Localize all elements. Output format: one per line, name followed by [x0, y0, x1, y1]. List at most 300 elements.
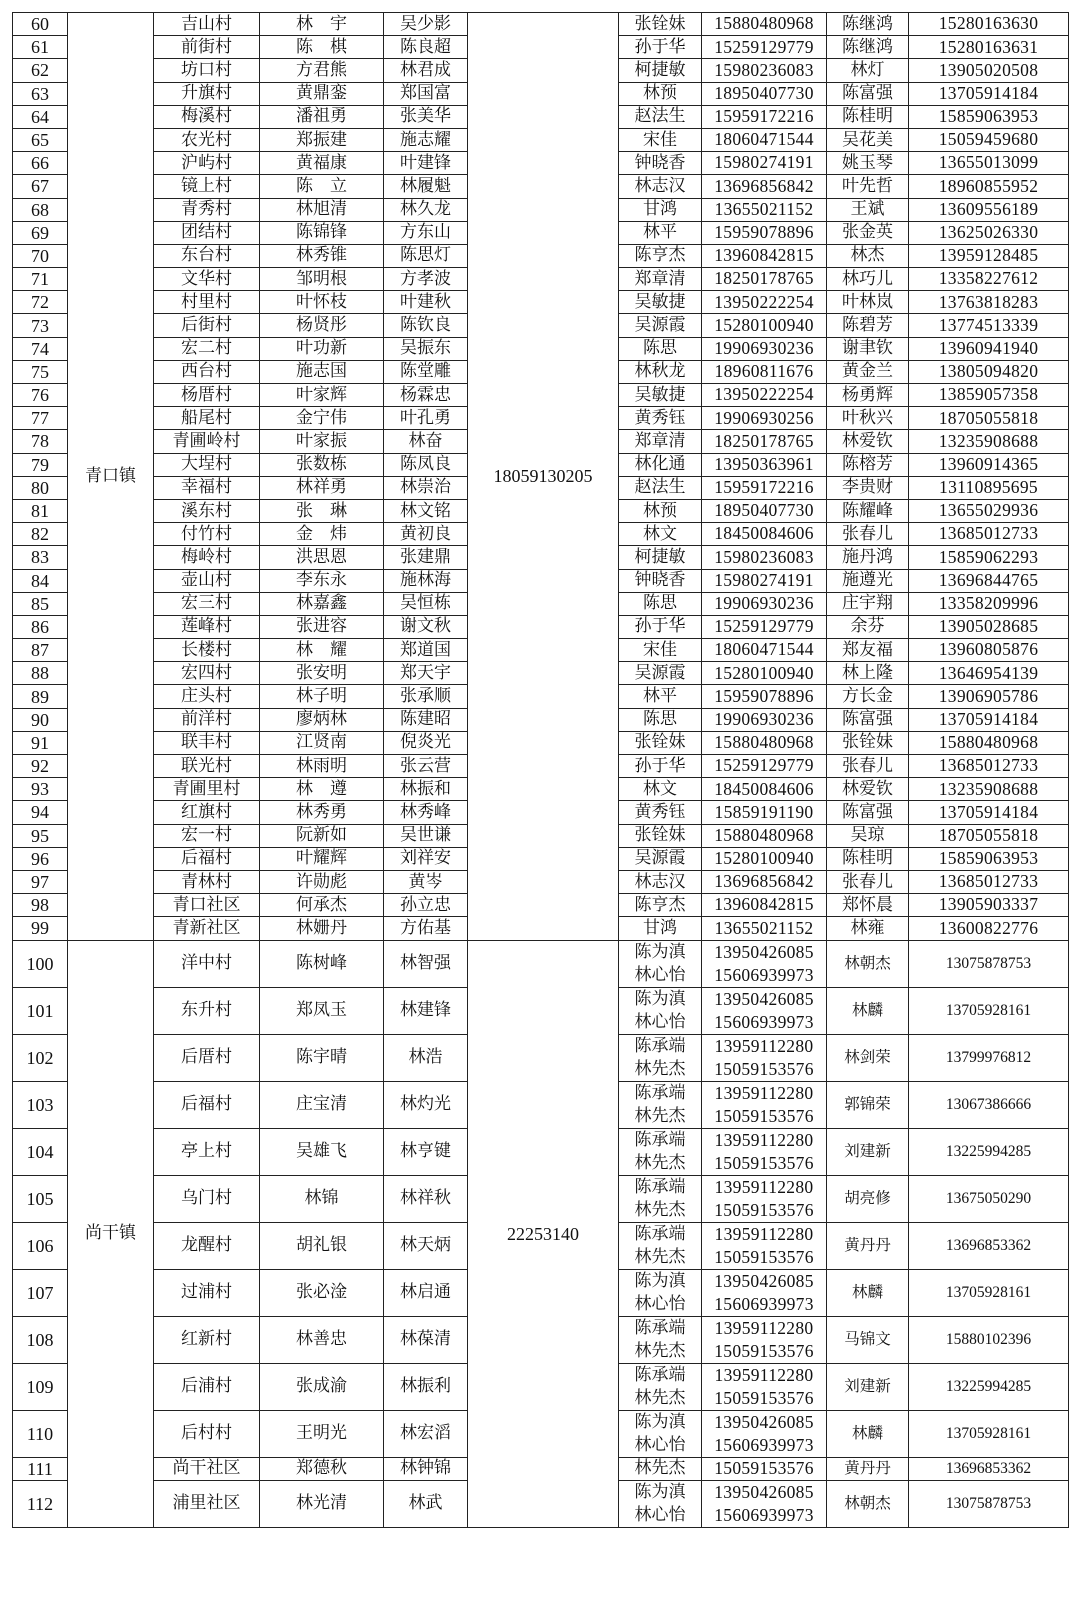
- person-b-cell[interactable]: 陈良超: [384, 36, 468, 59]
- person-a-cell[interactable]: 林子明: [260, 685, 384, 708]
- contact2-phone-cell[interactable]: 15859062293: [909, 546, 1069, 569]
- person-a-cell[interactable]: 郑振建: [260, 128, 384, 151]
- contact2-name-cell[interactable]: 叶秋兴: [827, 407, 909, 430]
- person-a-cell[interactable]: 林光清: [260, 1480, 384, 1527]
- person-b-cell[interactable]: 张云营: [384, 755, 468, 778]
- contact1-name-cell[interactable]: [619, 685, 702, 708]
- contact2-name-cell[interactable]: 林朝杰: [827, 940, 909, 987]
- row-index-cell[interactable]: 112: [13, 1480, 68, 1527]
- contact2-phone-cell[interactable]: 13959128485: [909, 244, 1069, 267]
- village-cell[interactable]: 农光村: [154, 128, 260, 151]
- row-index-cell[interactable]: 111: [13, 1457, 68, 1480]
- village-cell[interactable]: 梅溪村: [154, 105, 260, 128]
- contact1-name-cell[interactable]: [619, 755, 702, 778]
- contact2-name-cell[interactable]: 陈榕芳: [827, 453, 909, 476]
- contact1-name-cell[interactable]: [619, 128, 702, 151]
- person-b-cell[interactable]: 吴振东: [384, 337, 468, 360]
- row-index-cell[interactable]: 89: [13, 685, 68, 708]
- contact1-phone-cell[interactable]: [702, 778, 827, 801]
- person-b-cell[interactable]: 方佑基: [384, 917, 468, 940]
- village-cell[interactable]: 船尾村: [154, 407, 260, 430]
- contact1-phone-cell[interactable]: [702, 13, 827, 36]
- contact1-phone-cell[interactable]: [702, 36, 827, 59]
- village-cell[interactable]: 前洋村: [154, 708, 260, 731]
- person-b-cell[interactable]: 林崇治: [384, 476, 468, 499]
- person-b-cell[interactable]: 林秀峰: [384, 801, 468, 824]
- village-cell[interactable]: 联光村: [154, 755, 260, 778]
- row-index-cell[interactable]: 83: [13, 546, 68, 569]
- contact1-name-cell[interactable]: [619, 1034, 702, 1081]
- contact2-phone-cell[interactable]: 13625026330: [909, 221, 1069, 244]
- contact2-name-cell[interactable]: 张春儿: [827, 755, 909, 778]
- village-cell[interactable]: 亭上村: [154, 1128, 260, 1175]
- contact2-phone-cell[interactable]: 13685012733: [909, 523, 1069, 546]
- person-b-cell[interactable]: 林钟锦: [384, 1457, 468, 1480]
- contact2-phone-cell[interactable]: 13705928161: [909, 1269, 1069, 1316]
- contact1-name-cell[interactable]: [619, 268, 702, 291]
- row-index-cell[interactable]: 87: [13, 639, 68, 662]
- contact2-name-cell[interactable]: 吴花美: [827, 128, 909, 151]
- person-a-cell[interactable]: 林秀勇: [260, 801, 384, 824]
- person-b-cell[interactable]: 林君成: [384, 59, 468, 82]
- village-cell[interactable]: 梅岭村: [154, 546, 260, 569]
- contact2-phone-cell[interactable]: 13696853362: [909, 1222, 1069, 1269]
- row-index-cell[interactable]: 91: [13, 731, 68, 754]
- village-cell[interactable]: 青口社区: [154, 894, 260, 917]
- person-a-cell[interactable]: 阮新如: [260, 824, 384, 847]
- contact1-phone-cell[interactable]: [702, 1457, 827, 1480]
- contact1-phone-cell[interactable]: [702, 59, 827, 82]
- contact1-phone-cell[interactable]: [702, 708, 827, 731]
- row-index-cell[interactable]: 108: [13, 1316, 68, 1363]
- contact2-phone-cell[interactable]: 18705055818: [909, 407, 1069, 430]
- contact2-phone-cell[interactable]: 13805094820: [909, 360, 1069, 383]
- person-b-cell[interactable]: 谢文秋: [384, 615, 468, 638]
- contact1-name-cell[interactable]: [619, 152, 702, 175]
- village-cell[interactable]: 青秀村: [154, 198, 260, 221]
- person-b-cell[interactable]: 孙立忠: [384, 894, 468, 917]
- contact2-phone-cell[interactable]: 13705914184: [909, 801, 1069, 824]
- row-index-cell[interactable]: 74: [13, 337, 68, 360]
- contact2-name-cell[interactable]: 林巧儿: [827, 268, 909, 291]
- village-cell[interactable]: 幸福村: [154, 476, 260, 499]
- contact2-name-cell[interactable]: 郑友福: [827, 639, 909, 662]
- person-b-cell[interactable]: 吴世谦: [384, 824, 468, 847]
- row-index-cell[interactable]: 109: [13, 1363, 68, 1410]
- person-b-cell[interactable]: 林建锋: [384, 987, 468, 1034]
- contact1-phone-cell[interactable]: [702, 870, 827, 893]
- person-a-cell[interactable]: 施志国: [260, 360, 384, 383]
- contact2-name-cell[interactable]: 黄丹丹: [827, 1457, 909, 1480]
- person-a-cell[interactable]: 李东永: [260, 569, 384, 592]
- row-index-cell[interactable]: 75: [13, 360, 68, 383]
- contact1-name-cell[interactable]: [619, 662, 702, 685]
- person-a-cell[interactable]: 叶怀枝: [260, 291, 384, 314]
- person-b-cell[interactable]: 张建鼎: [384, 546, 468, 569]
- village-cell[interactable]: 莲峰村: [154, 615, 260, 638]
- person-b-cell[interactable]: 倪炎光: [384, 731, 468, 754]
- contact1-name-cell[interactable]: [619, 847, 702, 870]
- contact1-phone-cell[interactable]: [702, 639, 827, 662]
- contact1-name-cell[interactable]: [619, 384, 702, 407]
- row-index-cell[interactable]: 104: [13, 1128, 68, 1175]
- person-b-cell[interactable]: 吴少影: [384, 13, 468, 36]
- contact1-phone-cell[interactable]: [702, 337, 827, 360]
- contact2-phone-cell[interactable]: 13075878753: [909, 940, 1069, 987]
- person-b-cell[interactable]: 叶建锋: [384, 152, 468, 175]
- contact2-phone-cell[interactable]: 13905020508: [909, 59, 1069, 82]
- row-index-cell[interactable]: 65: [13, 128, 68, 151]
- person-a-cell[interactable]: 张成渝: [260, 1363, 384, 1410]
- contact2-phone-cell[interactable]: 13225994285: [909, 1363, 1069, 1410]
- person-a-cell[interactable]: 林 宇: [260, 13, 384, 36]
- person-b-cell[interactable]: 林祥秋: [384, 1175, 468, 1222]
- contact1-name-cell[interactable]: [619, 639, 702, 662]
- contact2-phone-cell[interactable]: 13705914184: [909, 82, 1069, 105]
- person-a-cell[interactable]: 林雨明: [260, 755, 384, 778]
- contact1-phone-cell[interactable]: [702, 268, 827, 291]
- contact2-phone-cell[interactable]: 13685012733: [909, 870, 1069, 893]
- contact1-name-cell[interactable]: [619, 221, 702, 244]
- person-b-cell[interactable]: 叶建秋: [384, 291, 468, 314]
- row-index-cell[interactable]: 100: [13, 940, 68, 987]
- row-index-cell[interactable]: 98: [13, 894, 68, 917]
- contact2-name-cell[interactable]: 叶先哲: [827, 175, 909, 198]
- contact1-name-cell[interactable]: [619, 198, 702, 221]
- contact2-phone-cell[interactable]: 13906905786: [909, 685, 1069, 708]
- person-a-cell[interactable]: 陈 立: [260, 175, 384, 198]
- contact2-phone-cell[interactable]: 13774513339: [909, 314, 1069, 337]
- contact1-phone-cell[interactable]: [702, 1480, 827, 1527]
- contact1-name-cell[interactable]: [619, 407, 702, 430]
- person-a-cell[interactable]: 何承杰: [260, 894, 384, 917]
- person-a-cell[interactable]: 林祥勇: [260, 476, 384, 499]
- contact2-name-cell[interactable]: 林麟: [827, 1269, 909, 1316]
- contact1-name-cell[interactable]: [619, 244, 702, 267]
- contact2-phone-cell[interactable]: 15059459680: [909, 128, 1069, 151]
- person-a-cell[interactable]: 叶功新: [260, 337, 384, 360]
- contact1-phone-cell[interactable]: [702, 917, 827, 940]
- contact2-phone-cell[interactable]: 13960914365: [909, 453, 1069, 476]
- row-index-cell[interactable]: 69: [13, 221, 68, 244]
- person-b-cell[interactable]: 黄初良: [384, 523, 468, 546]
- contact1-name-cell[interactable]: [619, 337, 702, 360]
- contact1-phone-cell[interactable]: [702, 82, 827, 105]
- contact2-name-cell[interactable]: 刘建新: [827, 1128, 909, 1175]
- town-cell[interactable]: 尚干镇: [68, 940, 154, 1527]
- contact1-phone-cell[interactable]: [702, 152, 827, 175]
- person-b-cell[interactable]: 方孝波: [384, 268, 468, 291]
- village-cell[interactable]: 东台村: [154, 244, 260, 267]
- contact1-phone-cell[interactable]: [702, 314, 827, 337]
- person-a-cell[interactable]: 陈树峰: [260, 940, 384, 987]
- person-a-cell[interactable]: 林姗丹: [260, 917, 384, 940]
- person-b-cell[interactable]: 林振和: [384, 778, 468, 801]
- contact2-name-cell[interactable]: 马锦文: [827, 1316, 909, 1363]
- contact1-phone-cell[interactable]: [702, 198, 827, 221]
- contact2-name-cell[interactable]: 黄金兰: [827, 360, 909, 383]
- town-cell[interactable]: 青口镇: [68, 13, 154, 941]
- village-cell[interactable]: 乌门村: [154, 1175, 260, 1222]
- village-cell[interactable]: 后福村: [154, 847, 260, 870]
- person-a-cell[interactable]: 金 炜: [260, 523, 384, 546]
- row-index-cell[interactable]: 106: [13, 1222, 68, 1269]
- contact2-name-cell[interactable]: 陈桂明: [827, 105, 909, 128]
- village-cell[interactable]: 前街村: [154, 36, 260, 59]
- person-a-cell[interactable]: 黄鼎銮: [260, 82, 384, 105]
- village-cell[interactable]: 红新村: [154, 1316, 260, 1363]
- person-b-cell[interactable]: 林文铭: [384, 499, 468, 522]
- contact2-phone-cell[interactable]: 13763818283: [909, 291, 1069, 314]
- row-index-cell[interactable]: 81: [13, 499, 68, 522]
- contact2-phone-cell[interactable]: 13705914184: [909, 708, 1069, 731]
- contact2-name-cell[interactable]: 郭锦荣: [827, 1081, 909, 1128]
- village-cell[interactable]: 后街村: [154, 314, 260, 337]
- town-phone-cell[interactable]: 18059130205: [468, 13, 619, 941]
- person-a-cell[interactable]: 郑德秋: [260, 1457, 384, 1480]
- contact2-name-cell[interactable]: 林麟: [827, 1410, 909, 1457]
- row-index-cell[interactable]: 77: [13, 407, 68, 430]
- contact1-phone-cell[interactable]: [702, 894, 827, 917]
- contact1-name-cell[interactable]: [619, 1457, 702, 1480]
- contact1-phone-cell[interactable]: [702, 244, 827, 267]
- row-index-cell[interactable]: 72: [13, 291, 68, 314]
- contact1-name-cell[interactable]: [619, 1222, 702, 1269]
- contact2-name-cell[interactable]: 林雍: [827, 917, 909, 940]
- village-cell[interactable]: 大埕村: [154, 453, 260, 476]
- row-index-cell[interactable]: 80: [13, 476, 68, 499]
- village-cell[interactable]: 宏四村: [154, 662, 260, 685]
- contact2-phone-cell[interactable]: 13960805876: [909, 639, 1069, 662]
- contact2-phone-cell[interactable]: 13655013099: [909, 152, 1069, 175]
- contact2-phone-cell[interactable]: 13235908688: [909, 430, 1069, 453]
- person-a-cell[interactable]: 叶耀辉: [260, 847, 384, 870]
- contact1-phone-cell[interactable]: [702, 407, 827, 430]
- contact1-phone-cell[interactable]: [702, 1175, 827, 1222]
- contact1-phone-cell[interactable]: [702, 499, 827, 522]
- person-b-cell[interactable]: 施志耀: [384, 128, 468, 151]
- village-cell[interactable]: 后浦村: [154, 1363, 260, 1410]
- person-b-cell[interactable]: 陈钦良: [384, 314, 468, 337]
- person-a-cell[interactable]: 叶家振: [260, 430, 384, 453]
- contact2-name-cell[interactable]: 林杰: [827, 244, 909, 267]
- row-index-cell[interactable]: 94: [13, 801, 68, 824]
- village-cell[interactable]: 吉山村: [154, 13, 260, 36]
- contact1-phone-cell[interactable]: [702, 1269, 827, 1316]
- village-cell[interactable]: 红旗村: [154, 801, 260, 824]
- row-index-cell[interactable]: 102: [13, 1034, 68, 1081]
- contact1-phone-cell[interactable]: [702, 175, 827, 198]
- contact1-phone-cell[interactable]: [702, 360, 827, 383]
- contact1-name-cell[interactable]: [619, 592, 702, 615]
- contact2-name-cell[interactable]: 林上隆: [827, 662, 909, 685]
- person-a-cell[interactable]: 张数栋: [260, 453, 384, 476]
- row-index-cell[interactable]: 79: [13, 453, 68, 476]
- contact2-name-cell[interactable]: 胡亮修: [827, 1175, 909, 1222]
- contact1-phone-cell[interactable]: [702, 523, 827, 546]
- contact1-name-cell[interactable]: [619, 314, 702, 337]
- contact2-phone-cell[interactable]: 13705928161: [909, 987, 1069, 1034]
- contact1-phone-cell[interactable]: [702, 128, 827, 151]
- contact1-phone-cell[interactable]: [702, 430, 827, 453]
- contact1-phone-cell[interactable]: [702, 1081, 827, 1128]
- village-cell[interactable]: 青圃里村: [154, 778, 260, 801]
- person-a-cell[interactable]: 江贤南: [260, 731, 384, 754]
- person-a-cell[interactable]: 林 遵: [260, 778, 384, 801]
- contact1-phone-cell[interactable]: [702, 685, 827, 708]
- person-b-cell[interactable]: 林天炳: [384, 1222, 468, 1269]
- contact2-phone-cell[interactable]: 15880102396: [909, 1316, 1069, 1363]
- contact1-name-cell[interactable]: [619, 778, 702, 801]
- contact2-phone-cell[interactable]: 13905903337: [909, 894, 1069, 917]
- town-phone-cell[interactable]: 22253140: [468, 940, 619, 1527]
- person-b-cell[interactable]: 张承顺: [384, 685, 468, 708]
- village-cell[interactable]: 浦里社区: [154, 1480, 260, 1527]
- person-b-cell[interactable]: 林浩: [384, 1034, 468, 1081]
- contact1-phone-cell[interactable]: [702, 1034, 827, 1081]
- row-index-cell[interactable]: 66: [13, 152, 68, 175]
- contact1-name-cell[interactable]: [619, 615, 702, 638]
- contact2-phone-cell[interactable]: 13696853362: [909, 1457, 1069, 1480]
- person-a-cell[interactable]: 林嘉鑫: [260, 592, 384, 615]
- row-index-cell[interactable]: 73: [13, 314, 68, 337]
- person-b-cell[interactable]: 郑道国: [384, 639, 468, 662]
- contact1-name-cell[interactable]: [619, 59, 702, 82]
- village-cell[interactable]: 青林村: [154, 870, 260, 893]
- contact2-name-cell[interactable]: 陈富强: [827, 708, 909, 731]
- row-index-cell[interactable]: 103: [13, 1081, 68, 1128]
- contact2-phone-cell[interactable]: 13225994285: [909, 1128, 1069, 1175]
- contact1-name-cell[interactable]: [619, 1128, 702, 1175]
- contact2-phone-cell[interactable]: 13075878753: [909, 1480, 1069, 1527]
- contact1-name-cell[interactable]: [619, 360, 702, 383]
- contact1-name-cell[interactable]: [619, 917, 702, 940]
- contact2-name-cell[interactable]: 方长金: [827, 685, 909, 708]
- contact2-name-cell[interactable]: 陈桂明: [827, 847, 909, 870]
- contact1-phone-cell[interactable]: [702, 662, 827, 685]
- contact2-phone-cell[interactable]: 13799976812: [909, 1034, 1069, 1081]
- village-cell[interactable]: 付竹村: [154, 523, 260, 546]
- person-a-cell[interactable]: 邹明根: [260, 268, 384, 291]
- contact2-name-cell[interactable]: 张铨妹: [827, 731, 909, 754]
- contact2-name-cell[interactable]: 林灯: [827, 59, 909, 82]
- person-a-cell[interactable]: 张必淦: [260, 1269, 384, 1316]
- row-index-cell[interactable]: 95: [13, 824, 68, 847]
- contact2-name-cell[interactable]: 张金英: [827, 221, 909, 244]
- row-index-cell[interactable]: 93: [13, 778, 68, 801]
- village-cell[interactable]: 西台村: [154, 360, 260, 383]
- village-cell[interactable]: 杨厝村: [154, 384, 260, 407]
- row-index-cell[interactable]: 110: [13, 1410, 68, 1457]
- person-b-cell[interactable]: 林奋: [384, 430, 468, 453]
- person-a-cell[interactable]: 王明光: [260, 1410, 384, 1457]
- person-b-cell[interactable]: 林启通: [384, 1269, 468, 1316]
- contact1-name-cell[interactable]: [619, 731, 702, 754]
- contact2-phone-cell[interactable]: 13705928161: [909, 1410, 1069, 1457]
- row-index-cell[interactable]: 96: [13, 847, 68, 870]
- contact1-phone-cell[interactable]: [702, 221, 827, 244]
- village-cell[interactable]: 后福村: [154, 1081, 260, 1128]
- contact2-phone-cell[interactable]: 13110895695: [909, 476, 1069, 499]
- contact2-name-cell[interactable]: 陈碧芳: [827, 314, 909, 337]
- person-a-cell[interactable]: 陈宇晴: [260, 1034, 384, 1081]
- person-b-cell[interactable]: 林武: [384, 1480, 468, 1527]
- row-index-cell[interactable]: 82: [13, 523, 68, 546]
- contact1-phone-cell[interactable]: [702, 1128, 827, 1175]
- contact1-phone-cell[interactable]: [702, 1363, 827, 1410]
- contact2-phone-cell[interactable]: 13675050290: [909, 1175, 1069, 1222]
- row-index-cell[interactable]: 86: [13, 615, 68, 638]
- contact1-name-cell[interactable]: [619, 801, 702, 824]
- person-b-cell[interactable]: 杨霖忠: [384, 384, 468, 407]
- village-cell[interactable]: 宏一村: [154, 824, 260, 847]
- contact2-phone-cell[interactable]: 13358209996: [909, 592, 1069, 615]
- row-index-cell[interactable]: 97: [13, 870, 68, 893]
- contact2-name-cell[interactable]: 李贵财: [827, 476, 909, 499]
- contact2-name-cell[interactable]: 叶林岚: [827, 291, 909, 314]
- row-index-cell[interactable]: 61: [13, 36, 68, 59]
- contact2-name-cell[interactable]: 郑怀晨: [827, 894, 909, 917]
- person-b-cell[interactable]: 林久龙: [384, 198, 468, 221]
- person-a-cell[interactable]: 庄宝清: [260, 1081, 384, 1128]
- person-a-cell[interactable]: 陈 棋: [260, 36, 384, 59]
- row-index-cell[interactable]: 88: [13, 662, 68, 685]
- contact2-name-cell[interactable]: 陈继鸿: [827, 13, 909, 36]
- contact1-name-cell[interactable]: [619, 36, 702, 59]
- contact2-name-cell[interactable]: 余芬: [827, 615, 909, 638]
- village-cell[interactable]: 坊口村: [154, 59, 260, 82]
- person-a-cell[interactable]: 林旭清: [260, 198, 384, 221]
- contact1-phone-cell[interactable]: [702, 569, 827, 592]
- contact1-name-cell[interactable]: [619, 1269, 702, 1316]
- person-b-cell[interactable]: 林亨键: [384, 1128, 468, 1175]
- contact2-phone-cell[interactable]: 13067386666: [909, 1081, 1069, 1128]
- village-cell[interactable]: 后村村: [154, 1410, 260, 1457]
- contact2-name-cell[interactable]: 林剑荣: [827, 1034, 909, 1081]
- contact2-name-cell[interactable]: 王斌: [827, 198, 909, 221]
- village-cell[interactable]: 溪东村: [154, 499, 260, 522]
- row-index-cell[interactable]: 92: [13, 755, 68, 778]
- row-index-cell[interactable]: 67: [13, 175, 68, 198]
- person-a-cell[interactable]: 郑凤玉: [260, 987, 384, 1034]
- village-cell[interactable]: 东升村: [154, 987, 260, 1034]
- contact2-name-cell[interactable]: 林麟: [827, 987, 909, 1034]
- person-b-cell[interactable]: 林葆清: [384, 1316, 468, 1363]
- village-cell[interactable]: 长楼村: [154, 639, 260, 662]
- contact2-name-cell[interactable]: 张春儿: [827, 870, 909, 893]
- person-b-cell[interactable]: 林履魁: [384, 175, 468, 198]
- contact1-phone-cell[interactable]: [702, 801, 827, 824]
- village-cell[interactable]: 文华村: [154, 268, 260, 291]
- contact1-phone-cell[interactable]: [702, 105, 827, 128]
- person-a-cell[interactable]: 胡礼银: [260, 1222, 384, 1269]
- person-b-cell[interactable]: 郑国富: [384, 82, 468, 105]
- contact1-phone-cell[interactable]: [702, 1316, 827, 1363]
- person-a-cell[interactable]: 林善忠: [260, 1316, 384, 1363]
- contact2-phone-cell[interactable]: 15880480968: [909, 731, 1069, 754]
- row-index-cell[interactable]: 76: [13, 384, 68, 407]
- contact2-phone-cell[interactable]: 13905028685: [909, 615, 1069, 638]
- contact2-name-cell[interactable]: 谢聿钦: [827, 337, 909, 360]
- row-index-cell[interactable]: 63: [13, 82, 68, 105]
- contact2-name-cell[interactable]: 施遵光: [827, 569, 909, 592]
- row-index-cell[interactable]: 85: [13, 592, 68, 615]
- row-index-cell[interactable]: 78: [13, 430, 68, 453]
- person-a-cell[interactable]: 叶家辉: [260, 384, 384, 407]
- contact2-phone-cell[interactable]: 13609556189: [909, 198, 1069, 221]
- row-index-cell[interactable]: 68: [13, 198, 68, 221]
- contact1-name-cell[interactable]: [619, 291, 702, 314]
